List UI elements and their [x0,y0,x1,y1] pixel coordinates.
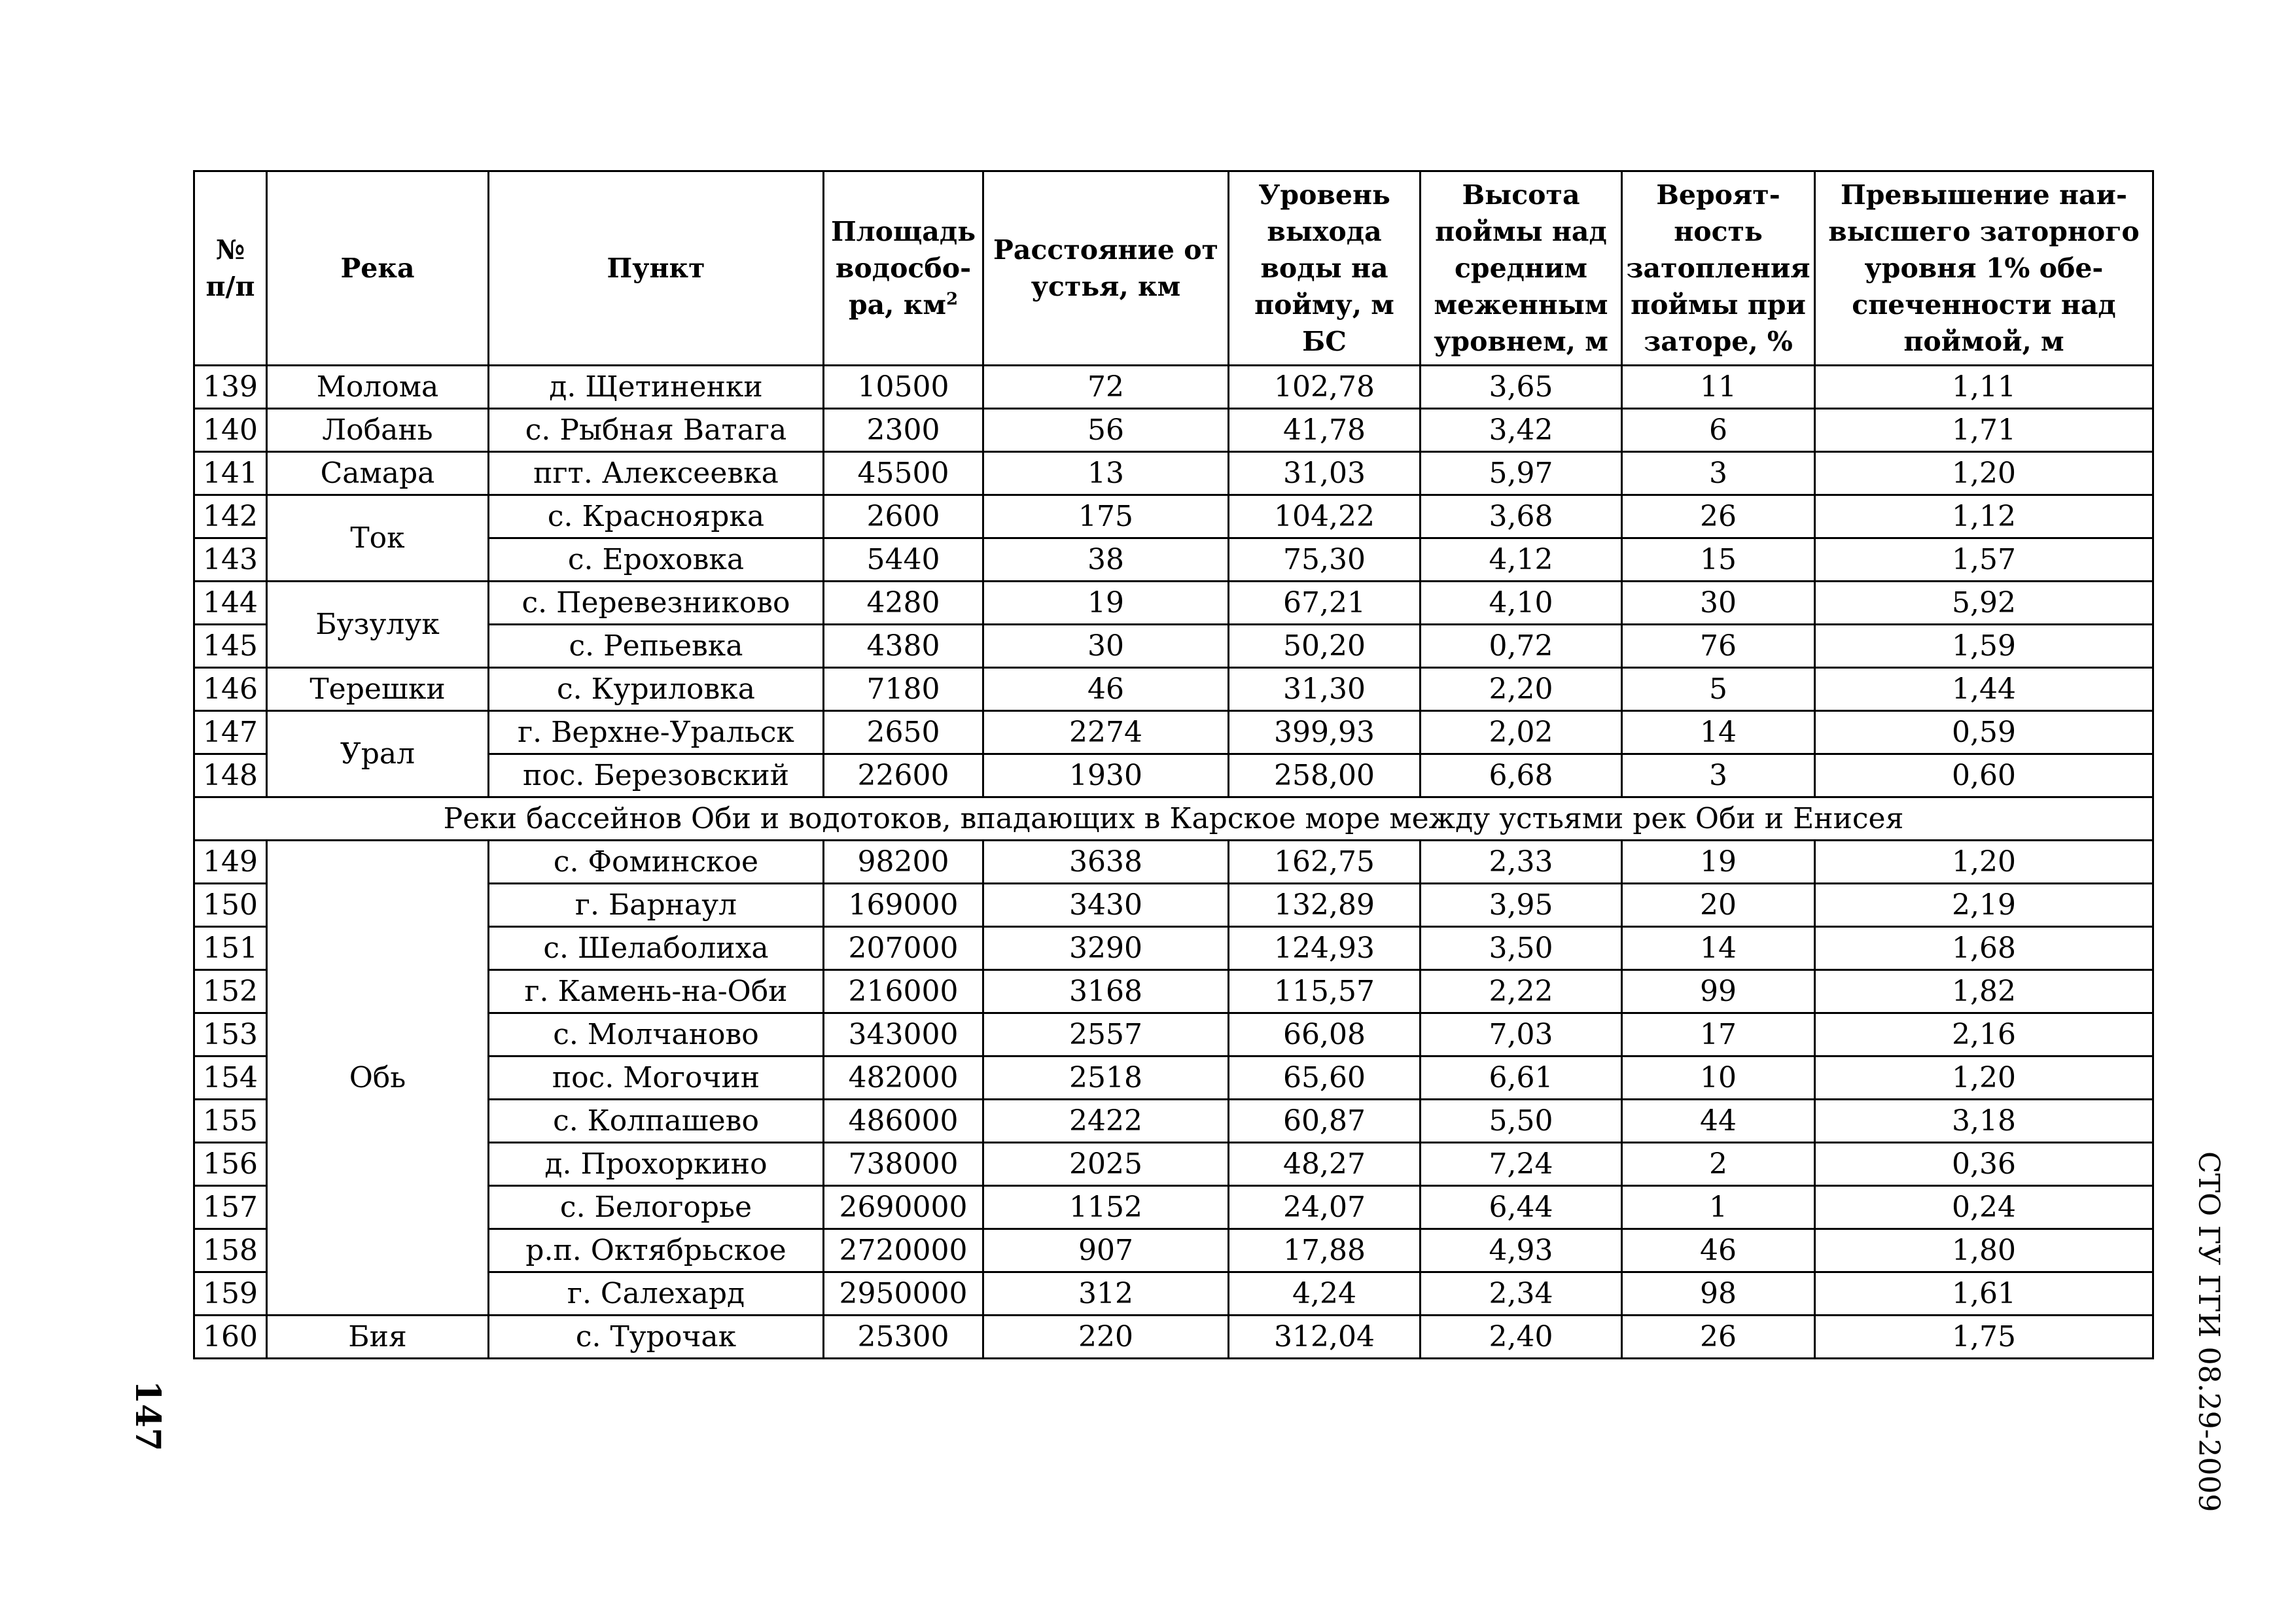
cell-height: 2,34 [1421,1272,1622,1316]
header-distance: Расстояние от устья, км [983,171,1229,366]
section-title: Реки бассейнов Оби и водотоков, впадающих в Карское море между устьями рек Оби и Енисея [194,797,2153,841]
table-row [194,625,2153,668]
table-row [194,1056,2153,1100]
table-row [194,1229,2153,1272]
cell-area: 738000 [824,1143,983,1186]
cell-point: с. Белогорье [489,1186,824,1229]
cell-point: с. Колпашево [489,1100,824,1143]
cell-excess: 5,92 [1815,582,2153,625]
cell-river: Ток [267,495,489,582]
cell-excess: 0,36 [1815,1143,2153,1186]
cell-excess: 1,12 [1815,495,2153,538]
cell-point: пгт. Алексеевка [489,452,824,495]
cell-distance: 2422 [983,1100,1229,1143]
cell-level: 48,27 [1229,1143,1421,1186]
cell-height: 6,68 [1421,754,1622,797]
cell-area: 98200 [824,841,983,884]
cell-height: 2,02 [1421,711,1622,754]
table-row [194,582,2153,625]
cell-level: 102,78 [1229,366,1421,409]
table-row [194,1143,2153,1186]
cell-excess: 1,82 [1815,970,2153,1013]
cell-point: с. Репьевка [489,625,824,668]
data-table [193,170,2154,1359]
cell-excess: 1,20 [1815,452,2153,495]
cell-level: 31,03 [1229,452,1421,495]
cell-area: 2600 [824,495,983,538]
cell-num: 151 [194,927,267,970]
cell-level: 162,75 [1229,841,1421,884]
cell-excess: 1,68 [1815,927,2153,970]
cell-num: 154 [194,1056,267,1100]
table-row [194,711,2153,754]
cell-point: г. Салехард [489,1272,824,1316]
cell-height: 2,22 [1421,970,1622,1013]
cell-num: 142 [194,495,267,538]
cell-probability: 44 [1622,1100,1815,1143]
cell-excess: 1,20 [1815,841,2153,884]
table-row [194,1186,2153,1229]
cell-probability: 11 [1622,366,1815,409]
table-row [194,495,2153,538]
cell-level: 24,07 [1229,1186,1421,1229]
table-row [194,1316,2153,1359]
cell-area: 5440 [824,538,983,582]
cell-level: 4,24 [1229,1272,1421,1316]
cell-area: 4280 [824,582,983,625]
cell-point: с. Турочак [489,1316,824,1359]
cell-river: Лобань [267,409,489,452]
cell-height: 3,65 [1421,366,1622,409]
table-body-lower [194,841,2153,1359]
cell-point: г. Барнаул [489,884,824,927]
cell-height: 6,44 [1421,1186,1622,1229]
cell-excess: 1,57 [1815,538,2153,582]
cell-level: 132,89 [1229,884,1421,927]
cell-probability: 3 [1622,452,1815,495]
cell-height: 2,33 [1421,841,1622,884]
cell-level: 312,04 [1229,1316,1421,1359]
cell-excess: 1,59 [1815,625,2153,668]
cell-area: 486000 [824,1100,983,1143]
cell-level: 67,21 [1229,582,1421,625]
cell-probability: 2 [1622,1143,1815,1186]
cell-num: 157 [194,1186,267,1229]
cell-area: 7180 [824,668,983,711]
header-probability: Вероят-ность затопления поймы при заторе, % [1622,171,1815,366]
cell-height: 7,24 [1421,1143,1622,1186]
cell-point: д. Щетиненки [489,366,824,409]
cell-num: 146 [194,668,267,711]
cell-distance: 2518 [983,1056,1229,1100]
cell-level: 17,88 [1229,1229,1421,1272]
cell-probability: 30 [1622,582,1815,625]
cell-probability: 76 [1622,625,1815,668]
cell-probability: 26 [1622,495,1815,538]
cell-level: 124,93 [1229,927,1421,970]
cell-height: 2,40 [1421,1316,1622,1359]
cell-num: 149 [194,841,267,884]
cell-height: 4,93 [1421,1229,1622,1272]
cell-area: 2650 [824,711,983,754]
cell-area: 2950000 [824,1272,983,1316]
cell-probability: 98 [1622,1272,1815,1316]
cell-distance: 220 [983,1316,1229,1359]
cell-distance: 2274 [983,711,1229,754]
cell-area: 45500 [824,452,983,495]
cell-probability: 17 [1622,1013,1815,1056]
cell-level: 66,08 [1229,1013,1421,1056]
cell-river: Молома [267,366,489,409]
cell-num: 140 [194,409,267,452]
cell-area: 4380 [824,625,983,668]
cell-num: 156 [194,1143,267,1186]
cell-probability: 14 [1622,927,1815,970]
cell-height: 4,10 [1421,582,1622,625]
cell-point: пос. Березовский [489,754,824,797]
cell-area: 22600 [824,754,983,797]
cell-excess: 1,80 [1815,1229,2153,1272]
cell-num: 153 [194,1013,267,1056]
cell-num: 158 [194,1229,267,1272]
cell-area: 216000 [824,970,983,1013]
cell-probability: 26 [1622,1316,1815,1359]
cell-excess: 0,59 [1815,711,2153,754]
cell-excess: 2,16 [1815,1013,2153,1056]
cell-distance: 3430 [983,884,1229,927]
cell-distance: 13 [983,452,1229,495]
cell-level: 65,60 [1229,1056,1421,1100]
cell-level: 75,30 [1229,538,1421,582]
cell-probability: 19 [1622,841,1815,884]
header-excess: Превышение наи-высшего заторного уровня 1% обе-спеченности над поймой, м [1815,171,2153,366]
cell-height: 3,50 [1421,927,1622,970]
cell-point: пос. Могочин [489,1056,824,1100]
cell-num: 144 [194,582,267,625]
cell-height: 6,61 [1421,1056,1622,1100]
cell-excess: 1,71 [1815,409,2153,452]
header-height: Высота поймы над средним меженным уровнем, м [1421,171,1622,366]
cell-level: 258,00 [1229,754,1421,797]
table-section [194,797,2153,841]
table-row [194,409,2153,452]
cell-level: 104,22 [1229,495,1421,538]
cell-area: 25300 [824,1316,983,1359]
cell-distance: 72 [983,366,1229,409]
table-row [194,754,2153,797]
header-area-text: Площадь водосбо-ра, км [830,216,976,321]
table-header [194,171,2153,366]
page-number: 147 [128,1380,168,1452]
cell-point: с. Молчаново [489,1013,824,1056]
table-row [194,668,2153,711]
cell-point: с. Рыбная Ватага [489,409,824,452]
table-row [194,841,2153,884]
header-point: Пункт [489,171,824,366]
cell-excess: 0,24 [1815,1186,2153,1229]
table-row [194,366,2153,409]
cell-area: 207000 [824,927,983,970]
cell-distance: 2557 [983,1013,1229,1056]
cell-area: 2300 [824,409,983,452]
cell-distance: 2025 [983,1143,1229,1186]
table-row [194,1100,2153,1143]
standard-code: СТО ГУ ГГИ 08.29-2009 [2192,1151,2225,1512]
cell-num: 150 [194,884,267,927]
table-row [194,452,2153,495]
cell-probability: 3 [1622,754,1815,797]
cell-excess: 1,20 [1815,1056,2153,1100]
cell-height: 3,95 [1421,884,1622,927]
cell-height: 5,97 [1421,452,1622,495]
cell-point: д. Прохоркино [489,1143,824,1186]
cell-area: 10500 [824,366,983,409]
cell-probability: 15 [1622,538,1815,582]
cell-river: Бузулук [267,582,489,668]
cell-area: 343000 [824,1013,983,1056]
header-area [824,171,983,366]
cell-probability: 6 [1622,409,1815,452]
cell-distance: 3638 [983,841,1229,884]
cell-excess: 1,61 [1815,1272,2153,1316]
cell-level: 60,87 [1229,1100,1421,1143]
cell-point: с. Красноярка [489,495,824,538]
cell-distance: 175 [983,495,1229,538]
table-row [194,538,2153,582]
section-row [194,797,2153,841]
cell-probability: 14 [1622,711,1815,754]
cell-point: с. Перевезниково [489,582,824,625]
cell-distance: 38 [983,538,1229,582]
header-area-sup: 2 [945,289,959,309]
cell-distance: 3290 [983,927,1229,970]
cell-point: с. Ероховка [489,538,824,582]
cell-height: 0,72 [1421,625,1622,668]
table-row [194,1272,2153,1316]
cell-num: 160 [194,1316,267,1359]
cell-height: 5,50 [1421,1100,1622,1143]
cell-height: 3,42 [1421,409,1622,452]
table-row [194,884,2153,927]
cell-area: 2720000 [824,1229,983,1272]
cell-excess: 2,19 [1815,884,2153,927]
cell-height: 2,20 [1421,668,1622,711]
cell-num: 152 [194,970,267,1013]
cell-river: Бия [267,1316,489,1359]
cell-distance: 1930 [983,754,1229,797]
cell-height: 4,12 [1421,538,1622,582]
cell-num: 147 [194,711,267,754]
cell-height: 7,03 [1421,1013,1622,1056]
cell-river: Урал [267,711,489,797]
cell-distance: 30 [983,625,1229,668]
table-row [194,927,2153,970]
cell-probability: 10 [1622,1056,1815,1100]
cell-distance: 1152 [983,1186,1229,1229]
cell-area: 169000 [824,884,983,927]
cell-num: 159 [194,1272,267,1316]
header-num: № п/п [194,171,267,366]
cell-level: 115,57 [1229,970,1421,1013]
table-row [194,1013,2153,1056]
cell-distance: 3168 [983,970,1229,1013]
cell-excess: 1,44 [1815,668,2153,711]
cell-point: г. Верхне-Уральск [489,711,824,754]
cell-point: г. Камень-на-Оби [489,970,824,1013]
cell-num: 139 [194,366,267,409]
table-row [194,970,2153,1013]
cell-probability: 1 [1622,1186,1815,1229]
header-row [194,171,2153,366]
cell-probability: 46 [1622,1229,1815,1272]
cell-river: Терешки [267,668,489,711]
cell-probability: 5 [1622,668,1815,711]
cell-height: 3,68 [1421,495,1622,538]
cell-river: Обь [267,841,489,1316]
cell-distance: 907 [983,1229,1229,1272]
cell-area: 482000 [824,1056,983,1100]
cell-num: 141 [194,452,267,495]
cell-excess: 0,60 [1815,754,2153,797]
cell-level: 41,78 [1229,409,1421,452]
header-level: Уровень выхода воды на пойму, м БС [1229,171,1421,366]
cell-distance: 46 [983,668,1229,711]
cell-point: р.п. Октябрьское [489,1229,824,1272]
cell-num: 145 [194,625,267,668]
table-body-upper [194,366,2153,797]
cell-area: 2690000 [824,1186,983,1229]
cell-num: 155 [194,1100,267,1143]
cell-num: 143 [194,538,267,582]
cell-probability: 20 [1622,884,1815,927]
header-river: Река [267,171,489,366]
cell-point: с. Шелаболиха [489,927,824,970]
cell-excess: 1,11 [1815,366,2153,409]
cell-level: 50,20 [1229,625,1421,668]
cell-probability: 99 [1622,970,1815,1013]
cell-level: 31,30 [1229,668,1421,711]
cell-excess: 3,18 [1815,1100,2153,1143]
cell-river: Самара [267,452,489,495]
cell-level: 399,93 [1229,711,1421,754]
cell-distance: 56 [983,409,1229,452]
cell-point: с. Куриловка [489,668,824,711]
cell-distance: 312 [983,1272,1229,1316]
cell-num: 148 [194,754,267,797]
cell-point: с. Фоминское [489,841,824,884]
cell-distance: 19 [983,582,1229,625]
cell-excess: 1,75 [1815,1316,2153,1359]
